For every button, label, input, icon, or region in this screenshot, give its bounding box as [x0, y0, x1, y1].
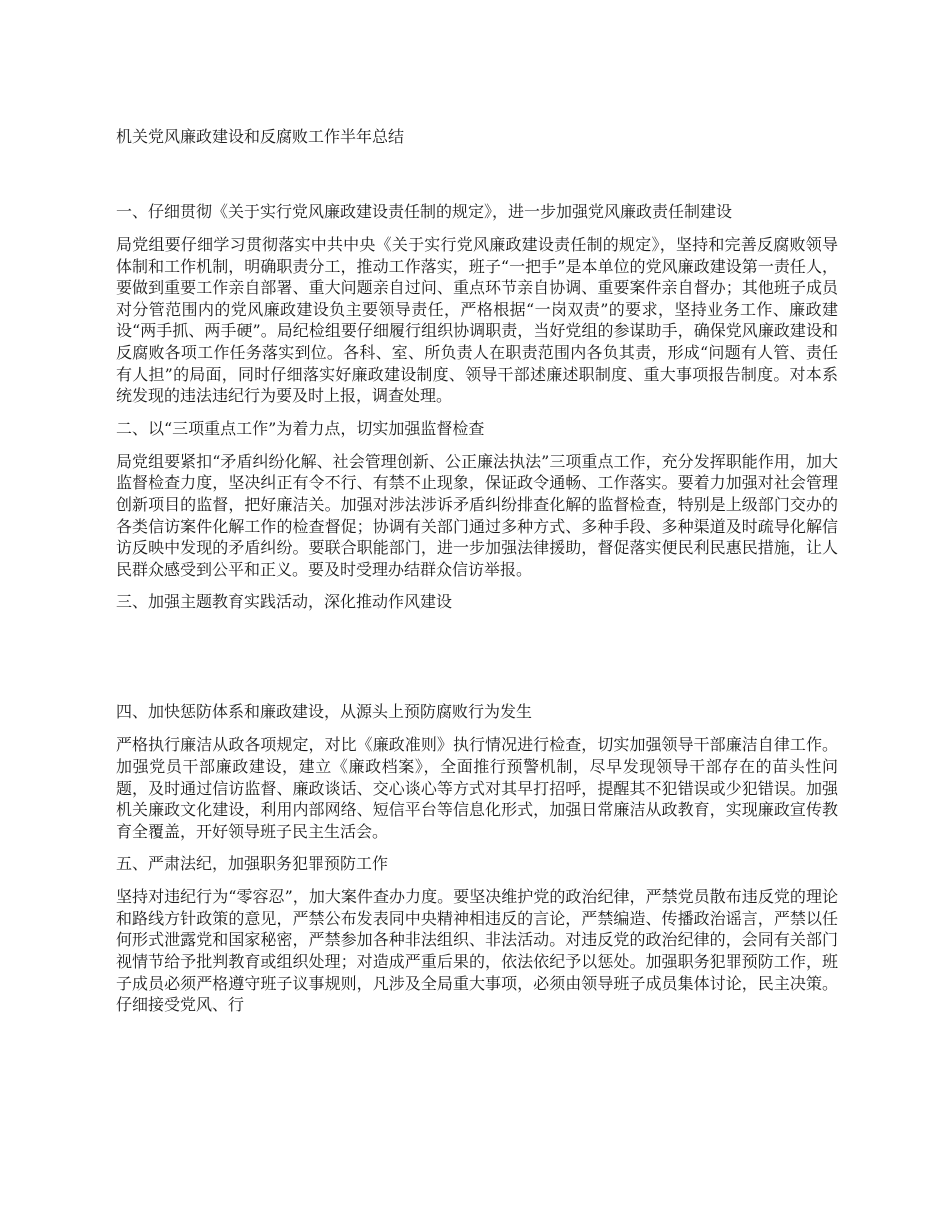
section-paragraph: 局党组要紧扣“矛盾纠纷化解、社会管理创新、公正廉法执法”三项重点工作，充分发挥职能作用，加大监督检查力度，坚决纠正有令不行、有禁不止现象，保证政令通畅、工作落实。要着力加强对社会管理创新项目的监督，把好廉洁关。加强对涉法涉诉矛盾纠纷排查化解的监督检查，特别是上级部门交办的各类信访案件化解工作的检查督促；协调有关部门通过多种方式、多种手段、多种渠道及时疏导化解信访反映中发现的矛盾纠纷。要联合职能部门，进一步加强法律援助，督促落实便民利民惠民措施，让人民群众感受到公平和正义。要及时受理办结群众信访举报。: [116, 451, 838, 579]
blank-space: [116, 624, 838, 701]
section-1: [116, 201, 838, 407]
section-heading: 一、仔细贯彻《关于实行党风廉政建设责任制的规定》，进一步加强党风廉政责任制建设: [116, 202, 733, 221]
section-heading: 五、严肃法纪，加强职务犯罪预防工作: [116, 854, 389, 874]
section-4: [116, 701, 838, 842]
section-2: [116, 418, 838, 581]
section-3: [116, 591, 838, 701]
section-paragraph: 坚持对违纪行为“零容忍”，加大案件查办力度。要坚决维护党的政治纪律，严禁党员散布违反党的理论和路线方针政策的意见，严禁公布发表同中央精神相违反的言论，严禁编造、传播政治谣言，严禁以任何形式泄露党和国家秘密，严禁参加各种非法组织、非法活动。对违反党的政治纪律的，会同有关部门视情节给予批判教育或组织处理；对造成严重后果的，依法依纪予以惩处。加强职务犯罪预防工作，班子成员必须严格遵守班子议事规则，凡涉及全局重大事项，必须由领导班子成员集体讨论，民主决策。仔细接受党风、行: [116, 887, 838, 1015]
section-heading: 三、加强主题教育实践活动，深化推动作风建设: [116, 592, 453, 612]
section-heading: 四、加快惩防体系和廉政建设，从源头上预防腐败行为发生: [116, 702, 533, 722]
section-5: [116, 853, 838, 1016]
section-heading: 二、以“三项重点工作”为着力点，切实加强监督检查: [116, 418, 485, 438]
document-page: [116, 126, 838, 1027]
document-title: 机关党风廉政建设和反腐败工作半年总结: [116, 127, 405, 146]
section-paragraph: 局党组要仔细学习贯彻落实中共中央《关于实行党风廉政建设责任制的规定》，坚持和完善反腐败领导体制和工作机制，明确职责分工，推动工作落实，班子“一把手”是本单位的党风廉政建设第一责任人，要做到重要工作亲自部署、重大问题亲自过问、重点环节亲自协调、重要案件亲自督办；其他班子成员对分管范围内的党风廉政建设负主要领导责任，严格根据“一岗双责”的要求，坚持业务工作、廉政建设“两手抓、两手硬”。局纪检组要仔细履行组织协调职责，当好党组的参谋助手，确保党风廉政建设和反腐败各项工作任务落实到位。各科、室、所负责人在职责范围内各负其责，形成“问题有人管、责任有人担”的局面，同时仔细落实好廉政建设制度、领导干部述廉述职制度、重大事项报告制度。对本系统发现的违法违纪行为要及时上报，调查处理。: [116, 235, 838, 406]
section-paragraph: 严格执行廉洁从政各项规定，对比《廉政准则》执行情况进行检查，切实加强领导干部廉洁自律工作。加强党员干部廉政建设，建立《廉政档案》，全面推行预警机制，尽早发现领导干部存在的苗头性问题，及时通过信访监督、廉政谈话、交心谈心等方式对其早打招呼，提醒其不犯错误或少犯错误。加强机关廉政文化建设，利用内部网络、短信平台等信息化形式，加强日常廉洁从政教育，实现廉政宣传教育全覆盖，开好领导班子民主生活会。: [116, 735, 838, 841]
